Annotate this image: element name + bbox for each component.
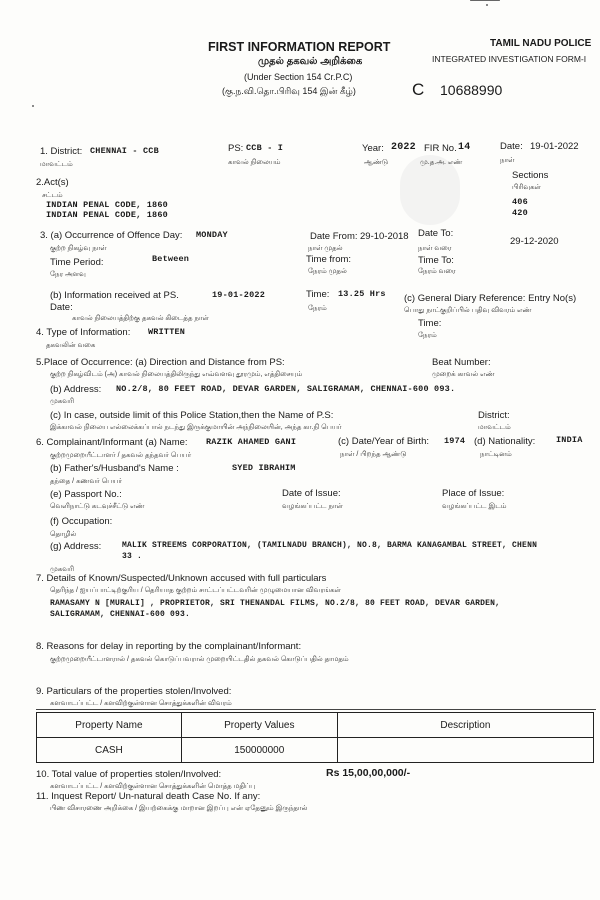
under-section: (Under Section 154 Cr.P.C) bbox=[244, 72, 353, 82]
cell-property-name: CASH bbox=[37, 738, 182, 763]
issue-date-tamil: வழங்கப்பட்ட நாள் bbox=[282, 503, 343, 510]
year-value: 2022 bbox=[391, 142, 416, 153]
gd-time-tamil: நேரம் bbox=[418, 332, 437, 339]
district-value: CHENNAI - CCB bbox=[90, 146, 159, 156]
info-received-time-label: Time: bbox=[306, 289, 330, 300]
complainant-name-tamil: குற்றமுறையீட்டாளர் / தகவல் தந்தவர் பெயர் bbox=[50, 452, 192, 459]
total-tamil: களவாடப்பட்ட / களவிற்குள்ளான சொத்துக்களின் மொத்த மதிப்பு bbox=[50, 783, 256, 790]
properties-table bbox=[36, 712, 594, 763]
accused-tamil: தெரிந்த / ஐயப்பாட்டிற்குரிய / தெரியாத குற்றம் சாட்டப்பட்டவரின் முழுமையான விவரங்கள் bbox=[50, 587, 341, 594]
properties-tamil: களவாடப்பட்ட / களவிற்குள்ளான சொத்துக்களின் விவரம் bbox=[50, 700, 232, 707]
father-value: SYED IBRAHIM bbox=[232, 463, 296, 473]
under-section-tamil: (கு.ந.வி.தொ.பிரிவு 154 இன் கீழ்) bbox=[222, 86, 356, 96]
place-tamil: குற்ற நிகழ்விடம் (அ) காவல் நிலையத்திலிருந்து எவ்வளவு தூரமும், எத்திசையும் bbox=[50, 371, 303, 378]
time-period-label: Time Period: bbox=[50, 257, 104, 268]
date-tamil: நாள் bbox=[500, 157, 515, 164]
ps-value: CCB - I bbox=[246, 143, 284, 153]
fir-label: FIR No. bbox=[424, 143, 457, 154]
year-label: Year: bbox=[362, 143, 384, 154]
accused-line-2: SALIGRAMAM, CHENNAI-600 093. bbox=[50, 610, 191, 619]
occupation-label: (f) Occupation: bbox=[50, 516, 113, 527]
issue-place-tamil: வழங்கப்பட்ட இடம் bbox=[442, 503, 507, 510]
ps-label: PS: bbox=[228, 143, 244, 154]
district-tamil: மாவட்டம் bbox=[40, 161, 73, 168]
acts-label: 2.Act(s) bbox=[36, 177, 69, 188]
time-from-tamil: நேரம் முதல் bbox=[308, 268, 347, 275]
gd-reference-tamil: பொது நாட்குறிப்பில் பதிவு விவரம் எண் bbox=[404, 307, 532, 314]
nationality-tamil: நாட்டினம் bbox=[480, 451, 512, 458]
complainant-address-tamil: முகவரி bbox=[50, 566, 74, 573]
time-from-label: Time from: bbox=[306, 254, 352, 265]
info-received-time-tamil: நேரம் bbox=[308, 305, 327, 312]
time-period-tamil: நேர அளவு bbox=[50, 271, 86, 278]
report-title: FIRST INFORMATION REPORT bbox=[208, 40, 391, 54]
dob-value: 1974 bbox=[444, 436, 466, 446]
nationality-value: INDIA bbox=[556, 435, 583, 445]
col-description: Description bbox=[337, 713, 593, 738]
act-2: INDIAN PENAL CODE, 1860 bbox=[46, 210, 168, 220]
col-property-name: Property Name bbox=[37, 713, 182, 738]
delay-label: 8. Reasons for delay in reporting by the complainant/Informant: bbox=[36, 641, 302, 652]
date-from-label: Date From: bbox=[310, 231, 358, 242]
info-received-tamil: காவல் நிலையத்திற்கு தகவல் கிடைத்த நாள் bbox=[72, 315, 209, 322]
report-title-tamil: முதல் தகவல் அறிக்கை bbox=[258, 56, 363, 67]
properties-divider bbox=[36, 709, 596, 710]
occurrence-label: 3. (a) Occurrence of Offence Day: bbox=[40, 230, 183, 241]
date-to-tamil: நாள் வரை bbox=[418, 245, 452, 252]
complainant-name: RAZIK AHAMED GANI bbox=[206, 437, 297, 447]
agency-name: TAMIL NADU POLICE bbox=[490, 38, 592, 49]
outside-limit-label: (c) In case, outside limit of this Police Station,then the Name of P.S: bbox=[50, 410, 334, 421]
serial-prefix: C bbox=[412, 80, 425, 99]
inquest-tamil: பிண விசாரணை அறிக்கை / இயற்கைக்கு மாறான இறப்பு என் ஏதேனும் இருந்தால் bbox=[50, 805, 308, 812]
passport-label: (e) Passport No.: bbox=[50, 489, 122, 500]
accused-line-1: RAMASAMY N [MURALI] , PROPRIETOR, SRI THENANDAL FILMS, NO.2/8, 80 FEET ROAD, DEVAR GARDEN, bbox=[50, 599, 501, 608]
place-label: 5.Place of Occurrence: (a) Direction and Distance from PS: bbox=[36, 357, 285, 368]
type-info-tamil: தகவலின் வகை bbox=[46, 342, 96, 349]
nationality-label: (d) Nationality: bbox=[474, 436, 536, 447]
place-address-label: (b) Address: bbox=[50, 384, 102, 395]
time-period-between: Between bbox=[152, 254, 190, 264]
issue-place-label: Place of Issue: bbox=[442, 488, 505, 499]
outside-limit-tamil: இக்காவல் நிலைய எல்லைக்கப்பால் நடந்து இருக்குமாயின் அந்நிலையின், அந்த கா.நி பெயர் bbox=[50, 424, 342, 431]
total-value: Rs 15,00,00,000/- bbox=[326, 767, 411, 779]
total-label: 10. Total value of properties stolen/Involved: bbox=[36, 769, 222, 780]
cell-description bbox=[337, 738, 593, 763]
time-to-label: Time To: bbox=[418, 255, 454, 266]
ps-tamil: காவல் நிலையம் bbox=[228, 159, 281, 166]
serial-number: 10688990 bbox=[440, 82, 503, 98]
time-to-tamil: நேரம் வரை bbox=[418, 268, 456, 275]
date-to-label: Date To: bbox=[418, 228, 454, 239]
complainant-address: MALIK STREEMS CORPORATION, (TAMILNADU BRANCH), NO.8, BARMA KANAGAMBAL STREET, CHENN bbox=[122, 541, 538, 550]
year-tamil: ஆண்டு bbox=[364, 159, 389, 166]
section-2: 420 bbox=[512, 208, 528, 218]
father-label: (b) Father's/Husband's Name : bbox=[50, 463, 179, 474]
beat-label: Beat Number: bbox=[432, 357, 491, 368]
date-from-value: 29-10-2018 bbox=[360, 231, 409, 242]
outside-district-tamil: மாவட்டம் bbox=[478, 424, 511, 431]
occupation-tamil: தொழில் bbox=[50, 531, 77, 538]
fir-tamil: மு.த.அ. எண் bbox=[420, 159, 463, 166]
table-row bbox=[37, 738, 594, 763]
sections-tamil: பிரிவுகள் bbox=[512, 184, 541, 191]
date-value: 19-01-2022 bbox=[530, 141, 579, 152]
complainant-address-label: (g) Address: bbox=[50, 541, 102, 552]
section-1: 406 bbox=[512, 197, 528, 207]
info-received-label: (b) Information received at PS. bbox=[50, 290, 179, 301]
occurrence-day: MONDAY bbox=[196, 230, 228, 240]
sections-label: Sections bbox=[512, 170, 549, 181]
gd-reference-label: (c) General Diary Reference: Entry No(s) bbox=[404, 293, 577, 304]
date-label: Date: bbox=[500, 141, 523, 152]
info-received-date-label: Date: bbox=[50, 302, 73, 313]
fir-value: 14 bbox=[458, 142, 471, 153]
properties-header-row bbox=[37, 713, 594, 738]
acts-tamil: சட்டம் bbox=[42, 192, 63, 199]
delay-tamil: குற்றமுறையீட்டாளரால் / தகவல் கொடுப்பவரால் முறையிட்டதில் தகவல் கொடுப்பதில் தாமதம் bbox=[50, 656, 349, 663]
cell-property-value: 150000000 bbox=[181, 738, 337, 763]
date-from-tamil: நாள் முதல் bbox=[308, 245, 343, 252]
info-received-time: 13.25 Hrs bbox=[338, 289, 386, 299]
place-address-tamil: முகவரி bbox=[50, 398, 74, 405]
act-1: INDIAN PENAL CODE, 1860 bbox=[46, 200, 168, 210]
passport-tamil: வெளிநாட்டு கடவுச்சீட்டு எண் bbox=[50, 503, 145, 510]
info-received-date: 19-01-2022 bbox=[212, 290, 266, 300]
dob-label: (c) Date/Year of Birth: bbox=[338, 436, 429, 447]
inquest-label: 11. Inquest Report/ Un-natural death Case No. If any: bbox=[36, 791, 261, 802]
gd-time-label: Time: bbox=[418, 318, 442, 329]
accused-label: 7. Details of Known/Suspected/Unknown accused with full particulars bbox=[36, 573, 327, 584]
beat-tamil: முறைக் காவல் எண் bbox=[432, 371, 495, 378]
dob-tamil: நாள் / பிறந்த ஆண்டு bbox=[340, 451, 407, 458]
complainant-name-label: 6. Complainant/Informant (a) Name: bbox=[36, 437, 188, 448]
complainant-address-line2: 33 . bbox=[122, 552, 143, 561]
type-info-label: 4. Type of Information: bbox=[36, 327, 131, 338]
outside-district-label: District: bbox=[478, 410, 510, 421]
type-info-value: WRITTEN bbox=[148, 327, 186, 337]
date-to-value: 29-12-2020 bbox=[510, 236, 559, 247]
form-name: INTEGRATED INVESTIGATION FORM-I bbox=[432, 54, 587, 64]
occurrence-day-tamil: குற்ற நிகழ்வு நாள் bbox=[50, 245, 107, 252]
issue-date-label: Date of Issue: bbox=[282, 488, 341, 499]
father-tamil: தந்தை / கணவர் பெயர் bbox=[50, 478, 123, 485]
properties-label: 9. Particulars of the properties stolen/Involved: bbox=[36, 686, 232, 697]
district-label: 1. District: bbox=[40, 146, 83, 157]
col-property-values: Property Values bbox=[181, 713, 337, 738]
place-address: NO.2/8, 80 FEET ROAD, DEVAR GARDEN, SALIGRAMAM, CHENNAI-600 093. bbox=[116, 384, 456, 394]
